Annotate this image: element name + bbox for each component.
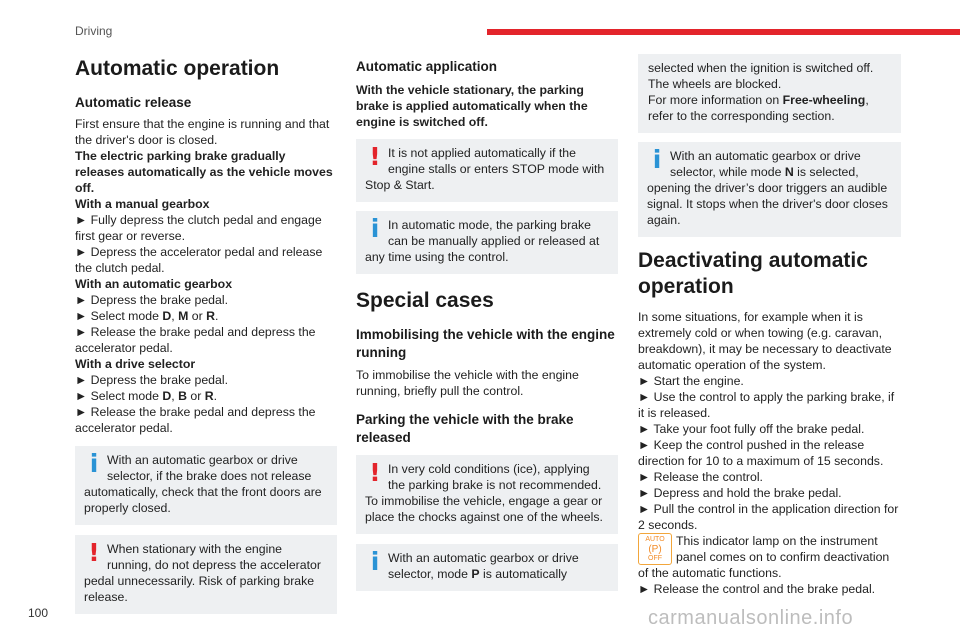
header-accent-bar (487, 29, 960, 35)
info-icon: i (89, 449, 99, 478)
manual-gearbox-heading: With a manual gearbox (75, 197, 210, 211)
warning-icon: ! (369, 458, 381, 487)
watermark: carmanualsonline.info (648, 607, 854, 629)
paragraph: In some situations, for example when it is extremely cold or when towing (e.g. caravan, breakdown), it may be necessary to deactivate automatic operation of the system. (638, 310, 892, 372)
info-icon: i (370, 547, 380, 576)
step-item: ► Take your foot fully off the brake pedal. (638, 422, 865, 436)
step-item: ► Use the control to apply the parking brake, if it is released. (638, 390, 895, 420)
bullet-icon: ► (75, 245, 88, 259)
subsection-title: Parking the vehicle with the brake released (356, 412, 574, 445)
drive-selector-heading: With a drive selector (75, 357, 196, 371)
paragraph: To immobilise the vehicle with the engine running, briefly pull the control. (356, 368, 579, 398)
paragraph-bold: With the vehicle stationary, the parking brake is applied automatically when the engine is switched off. (356, 83, 588, 129)
info-note: i With an automatic gearbox or drive selector, while mode N is selected, opening the driver’s door triggers an audible signal. It stops when the driver's door closes again. (638, 142, 901, 237)
info-icon: i (652, 145, 662, 174)
indicator-lamp-paragraph: AUTO (P) OFF This indicator lamp on the instrument panel comes on to confirm deactivation of the automatic functions. (638, 534, 890, 580)
bullet-icon: ► (75, 373, 88, 387)
step-item: ► Release the brake pedal and depress the accelerator pedal. (75, 405, 316, 435)
warning-note: ! When stationary with the engine running, do not depress the accelerator pedal unnecessarily. Risk of parking brake release. (75, 535, 337, 614)
column-3 (638, 54, 901, 597)
page-number: 100 (28, 606, 49, 620)
bullet-icon: ► (75, 405, 88, 419)
step-item: ► Release the control and the brake pedal. (638, 582, 876, 596)
warning-icon: ! (369, 142, 381, 171)
step-item: ► Fully depress the clutch pedal and engage first gear or reverse. (75, 213, 322, 243)
info-note: i In automatic mode, the parking brake can be manually applied or released at any time using the control. (356, 211, 618, 274)
section-title: Deactivating automatic operation (638, 249, 868, 298)
paragraph-bold: The electric parking brake gradually releases automatically as the vehicle moves off. (75, 149, 333, 195)
section-title: Automatic operation (75, 57, 280, 80)
column-2 (356, 58, 618, 591)
step-item: ► Select mode D, B or R. (75, 389, 218, 403)
step-item: ► Select mode D, M or R. (75, 309, 219, 323)
step-item: ► Depress the accelerator pedal and release the clutch pedal. (75, 245, 323, 275)
bullet-icon: ► (638, 374, 651, 388)
subsection-title: Immobilising the vehicle with the engine running (356, 327, 615, 360)
step-item: ► Keep the control pushed in the release direction for 10 to a maximum of 15 seconds. (638, 438, 884, 468)
info-note: i With an automatic gearbox or drive selector, mode P is automatically (356, 544, 618, 591)
bullet-icon: ► (75, 389, 88, 403)
step-item: ► Depress the brake pedal. (75, 293, 228, 307)
warning-note: ! In very cold conditions (ice), applying the parking brake is not recommended. To immobilise the vehicle, engage a gear or place the chocks against one of the wheels. (356, 455, 618, 534)
bullet-icon: ► (75, 309, 88, 323)
warning-note: ! It is not applied automatically if the engine stalls or enters STOP mode with Stop & Start. (356, 139, 618, 202)
bullet-icon: ► (638, 486, 651, 500)
bullet-icon: ► (75, 325, 88, 339)
step-item: ► Depress and hold the brake pedal. (638, 486, 842, 500)
warning-icon: ! (88, 538, 100, 567)
subsection-title: Automatic release (75, 95, 192, 110)
bullet-icon: ► (638, 390, 651, 404)
bullet-icon: ► (638, 502, 651, 516)
bullet-icon: ► (638, 422, 651, 436)
header-title: Driving (75, 24, 113, 38)
step-item: ► Depress the brake pedal. (75, 373, 228, 387)
info-icon: i (370, 214, 380, 243)
bullet-icon: ► (638, 582, 651, 596)
paragraph: First ensure that the engine is running and that the driver's door is closed. (75, 117, 330, 147)
bullet-icon: ► (638, 470, 651, 484)
subsection-title: Automatic application (356, 59, 498, 74)
info-note-continued: selected when the ignition is switched off. The wheels are blocked. For more information on Free-wheeling, refer to the corresponding section. (638, 54, 901, 133)
step-item: ► Pull the control in the application direction for 2 seconds. (638, 502, 899, 532)
bullet-icon: ► (638, 438, 651, 452)
step-item: ► Release the control. (638, 470, 763, 484)
automatic-gearbox-heading: With an automatic gearbox (75, 277, 233, 291)
bullet-icon: ► (75, 293, 88, 307)
info-note: i With an automatic gearbox or drive selector, if the brake does not release automatically, check that the front doors are properly closed. (75, 446, 337, 525)
bullet-icon: ► (75, 213, 88, 227)
step-item: ► Release the brake pedal and depress the accelerator pedal. (75, 325, 316, 355)
step-item: ► Start the engine. (638, 374, 744, 388)
column-1 (75, 56, 337, 614)
section-title: Special cases (356, 289, 494, 312)
auto-off-lamp-icon: AUTO (P) OFF (638, 533, 672, 565)
